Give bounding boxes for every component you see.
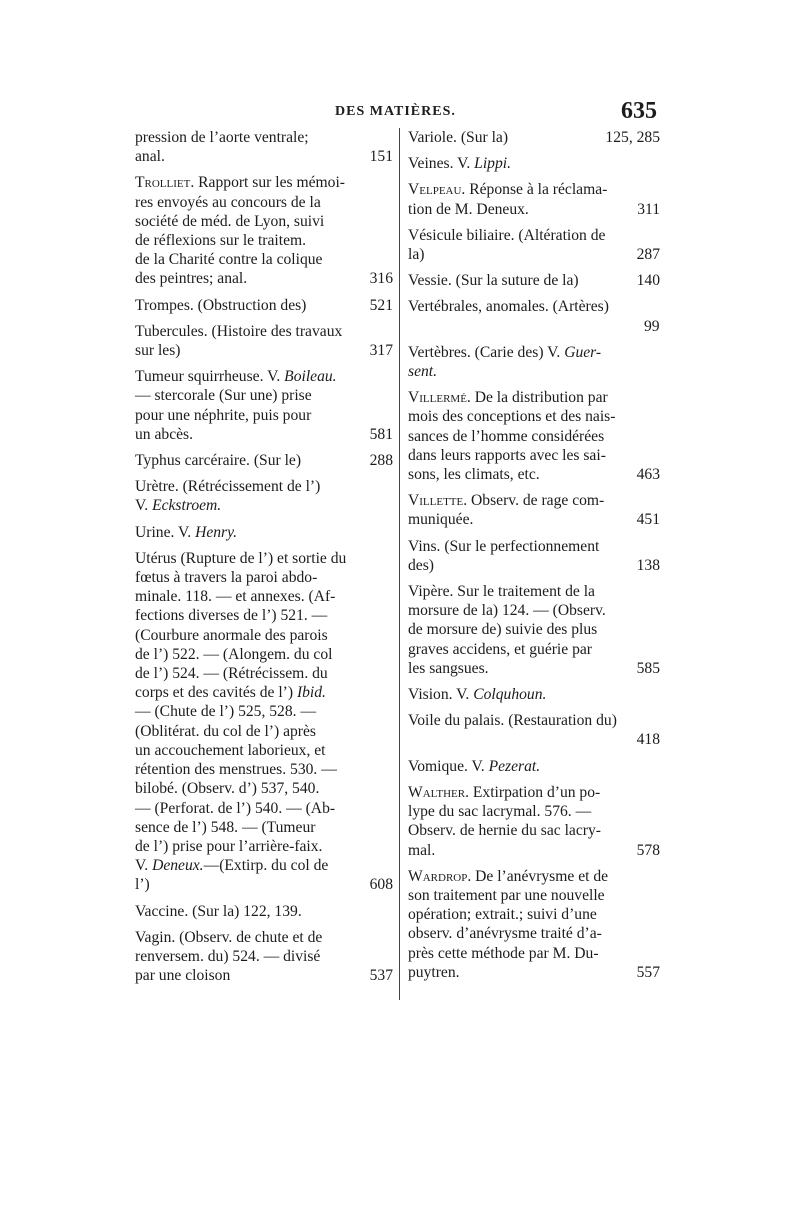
index-entry (408, 582, 660, 678)
entry-line (408, 297, 660, 316)
entry-text: (Courbure anormale des parois (135, 626, 328, 644)
author-name: Villette. (408, 492, 468, 510)
entry-line (408, 685, 660, 704)
entry-text: fections diverses de l’) 521. — (135, 607, 328, 625)
index-entry (408, 226, 660, 264)
entry-line (408, 841, 660, 860)
entry-text: des) (408, 556, 434, 574)
entry-line (135, 477, 393, 496)
entry-line: 99 (644, 317, 660, 335)
entry-line (408, 128, 660, 147)
author-name: Wardrop. (408, 867, 472, 885)
entry-text: Vision. V. (408, 686, 474, 704)
page-reference: 418 (636, 731, 660, 749)
page-reference: 125, 285 (605, 129, 660, 146)
author-name: Walther. (408, 783, 469, 801)
entry-line (408, 867, 660, 886)
entry-line (408, 556, 660, 575)
entry-text: de l’) 524. — (Rétrécissem. du (135, 665, 328, 683)
index-entry (135, 128, 393, 166)
entry-line (135, 837, 393, 856)
cross-reference: Pezerat. (488, 757, 541, 775)
entry-text: Trompes. (Obstruction des) (135, 296, 307, 314)
entry-text: V. (135, 857, 153, 875)
entry-line (408, 757, 660, 776)
entry-line (135, 664, 393, 683)
entry-line (408, 510, 660, 529)
entry-text: — (Perforat. de l’) 540. — (Ab- (135, 799, 336, 817)
page-reference: 317 (369, 342, 393, 360)
entry-line (408, 180, 660, 199)
entry-line (408, 640, 660, 659)
entry-text: Veines. V. (408, 155, 475, 173)
entry-line (135, 683, 393, 702)
cross-reference: Ibid. (296, 684, 326, 702)
entry-line (408, 886, 660, 905)
entry-text: Réponse à la réclama- (465, 181, 608, 199)
entry-text: de morsure de) suivie des plus (408, 621, 598, 639)
entry-text: sances de l’homme considérées (408, 427, 605, 445)
entry-text: renversem. du) 524. — divisé (135, 947, 321, 965)
page-reference: 557 (636, 963, 660, 981)
entry-text: Extirpation d’un po- (469, 783, 601, 801)
entry-text: de réflexions sur le traitem. (135, 232, 307, 250)
entry-text: Vipère. Sur le traitement de la (408, 583, 595, 601)
cross-reference: sent. (408, 363, 438, 381)
entry-line (135, 173, 393, 192)
entry-line (135, 799, 393, 818)
running-header (130, 98, 665, 128)
entry-text: un accouchement laborieux, et (135, 741, 326, 759)
index-entry (135, 296, 393, 315)
entry-line (135, 406, 393, 425)
entry-line (135, 606, 393, 625)
page-reference: 608 (369, 876, 393, 894)
page-reference: 581 (369, 425, 393, 443)
page-reference: 138 (636, 556, 660, 574)
index-entry (408, 685, 660, 704)
entry-line (135, 928, 393, 947)
index-entry (408, 783, 660, 860)
entry-text: Vaccine. (Sur la) 122, 139. (135, 902, 302, 920)
header-title: DES MATIÈRES. (335, 104, 456, 119)
page-reference: 316 (369, 270, 393, 288)
entry-text: Vertèbres. (Carie des) V. (408, 343, 565, 361)
cross-reference: Guer- (564, 343, 602, 361)
left-column (135, 128, 393, 992)
index-entry (135, 928, 393, 986)
page-reference: 521 (369, 296, 393, 314)
entry-line (135, 902, 393, 921)
cross-reference: Lippi. (474, 155, 511, 173)
entry-text: rétention des menstrues. 530. — (135, 761, 337, 779)
entry-line (135, 250, 393, 269)
entry-line (135, 322, 393, 341)
page-number: 635 (621, 98, 657, 124)
entry-line (408, 491, 660, 510)
entry-text: sur les) (135, 342, 181, 360)
index-entry (135, 367, 393, 444)
entry-line (408, 388, 660, 407)
page-reference: 537 (369, 967, 393, 985)
entry-text: (Oblitérat. du col de l’) après (135, 722, 316, 740)
page-reference: 140 (636, 272, 660, 290)
entry-line (408, 905, 660, 924)
index-entry (408, 343, 660, 381)
entry-line (135, 147, 393, 166)
entry-line (135, 626, 393, 645)
entry-text: des peintres; anal. (135, 270, 248, 288)
entry-line (135, 702, 393, 721)
page-reference: 578 (636, 841, 660, 859)
entry-text: par une cloison (135, 967, 231, 985)
entry-text: mois des conceptions et des nais- (408, 408, 616, 426)
entry-line (135, 386, 393, 405)
entry-line (408, 154, 660, 173)
index-entry (408, 180, 660, 218)
index-entry (408, 297, 660, 335)
entry-text: anal. (135, 148, 165, 166)
entry-line (135, 587, 393, 606)
entry-line (408, 245, 660, 264)
entry-line (135, 367, 393, 386)
entry-line (135, 722, 393, 741)
entry-text: Variole. (Sur la) (408, 129, 509, 146)
entry-line (135, 193, 393, 212)
entry-text: fœtus à travers la paroi abdo- (135, 569, 318, 587)
entry-text: graves accidens, et guérie par (408, 640, 592, 658)
entry-line (135, 341, 393, 360)
entry-text: Vessie. (Sur la suture de la) (408, 272, 579, 290)
entry-text: Vagin. (Observ. de chute et de (135, 928, 323, 946)
entry-text: — (Chute de l’) 525, 528. — (135, 703, 317, 721)
entry-text: mal. (408, 841, 436, 859)
entry-text: —(Extirp. du col de (203, 857, 329, 875)
entry-text: sons, les climats, etc. (408, 466, 540, 484)
entry-line (408, 963, 660, 982)
entry-line (135, 425, 393, 444)
entry-text: De l’anévrysme et de (471, 867, 609, 885)
entry-line (408, 821, 660, 840)
author-name: Trolliet. (135, 174, 195, 192)
index-entry (408, 711, 660, 749)
entry-line (408, 200, 660, 219)
entry-text: corps et des cavités de l’) (135, 684, 297, 702)
entry-line (408, 582, 660, 601)
entry-text: puytren. (408, 963, 460, 981)
index-entry (135, 523, 393, 542)
entry-line (408, 407, 660, 426)
entry-text: son traitement par une nouvelle (408, 886, 605, 904)
entry-line (135, 231, 393, 250)
entry-text: lype du sac lacrymal. 576. — (408, 803, 592, 821)
entry-line (408, 802, 660, 821)
entry-text: minale. 118. — et annexes. (Af- (135, 588, 336, 606)
entry-line (135, 875, 393, 894)
entry-line (135, 523, 393, 542)
entry-text: Voile du palais. (Restauration du) (408, 712, 617, 730)
index-entry (408, 757, 660, 776)
entry-text: Urine. V. (135, 523, 196, 541)
entry-line (135, 741, 393, 760)
entry-line (408, 944, 660, 963)
entry-line (408, 446, 660, 465)
entry-text: V. (135, 497, 153, 515)
entry-text: bilobé. (Observ. d’) 537, 540. (135, 780, 320, 798)
entry-text: morsure de la) 124. — (Observ. (408, 602, 606, 620)
entry-text: — stercorale (Sur une) prise (135, 387, 312, 405)
entry-line (135, 568, 393, 587)
entry-text: Vomique. V. (408, 757, 489, 775)
entry-text: de la Charité contre la colique (135, 251, 323, 269)
entry-line (135, 549, 393, 568)
entry-text: Tubercules. (Histoire des travaux (135, 322, 343, 340)
entry-text: Rapport sur les mémoi- (194, 174, 345, 192)
entry-text: pour une néphrite, puis pour (135, 406, 312, 424)
entry-line (135, 947, 393, 966)
entry-line (135, 212, 393, 231)
page-reference: 585 (636, 659, 660, 677)
entry-text: Tumeur squirrheuse. V. (135, 368, 285, 386)
cross-reference: Henry. (195, 523, 238, 541)
index-entry (408, 867, 660, 982)
entry-line (135, 128, 393, 147)
index-entry (408, 491, 660, 529)
index-entry (135, 549, 393, 895)
entry-line (408, 271, 660, 290)
entry-text: Vins. (Sur le perfectionnement (408, 537, 600, 555)
index-entry (408, 388, 660, 484)
entry-line (408, 465, 660, 484)
entry-text: pression de l’aorte ventrale; (135, 129, 309, 146)
entry-line (135, 645, 393, 664)
entry-line (408, 601, 660, 620)
entry-text: muniquée. (408, 511, 474, 529)
cross-reference: Colquhoun. (473, 686, 547, 704)
cross-reference: Deneux. (152, 857, 204, 875)
entry-text: Vertébrales, anomales. (Artères) (408, 298, 609, 316)
index-entry (135, 451, 393, 470)
entry-text: dans leurs rapports avec les sai- (408, 446, 606, 464)
index-entry (408, 537, 660, 575)
entry-line (408, 343, 660, 362)
entry-line (408, 226, 660, 245)
entry-line (135, 818, 393, 837)
entry-text: Utérus (Rupture de l’) et sortie du (135, 549, 347, 567)
entry-text: un abcès. (135, 425, 194, 443)
entry-line (135, 496, 393, 515)
entry-text: les sangsues. (408, 659, 489, 677)
entry-text: sence de l’) 548. — (Tumeur (135, 818, 316, 836)
entry-text: opération; extrait.; suivi d’une (408, 906, 597, 924)
entry-line (135, 966, 393, 985)
entry-text: Urètre. (Rétrécissement de l’) (135, 478, 321, 496)
page-reference: 151 (369, 148, 393, 166)
entry-line (408, 659, 660, 678)
page-reference: 451 (636, 511, 660, 529)
entry-line (408, 537, 660, 556)
index-entry (135, 322, 393, 360)
entry-line (135, 856, 393, 875)
index-entry (408, 128, 660, 147)
entry-text: la) (408, 246, 425, 264)
author-name: Villermé. (408, 389, 471, 407)
entry-text: De la distribution par (470, 389, 608, 407)
page-reference: 287 (636, 246, 660, 264)
entry-text: l’) (135, 876, 150, 894)
entry-line (408, 924, 660, 943)
entry-line (135, 269, 393, 288)
entry-line (408, 783, 660, 802)
page-reference: 288 (369, 452, 393, 470)
entry-text: de l’) 522. — (Alongem. du col (135, 645, 333, 663)
entry-line (408, 362, 660, 381)
author-name: Velpeau. (408, 181, 466, 199)
entry-text: société de méd. de Lyon, suivi (135, 212, 325, 230)
entry-text: Observ. de hernie du sac lacry- (408, 822, 601, 840)
entry-line (424, 730, 660, 749)
entry-line (135, 779, 393, 798)
entry-text: près cette méthode par M. Du- (408, 944, 599, 962)
index-entry (135, 477, 393, 515)
entry-text: observ. d’anévrysme traité d’a- (408, 925, 602, 943)
entry-text: res envoyés au concours de la (135, 193, 321, 211)
cross-reference: Boileau. (284, 368, 337, 386)
index-entry (408, 271, 660, 290)
entry-line (408, 711, 660, 730)
entry-line (408, 427, 660, 446)
page-reference: 311 (637, 200, 660, 218)
entry-line (135, 451, 393, 470)
entry-line (135, 296, 393, 315)
entry-text: Vésicule biliaire. (Altération de (408, 226, 606, 244)
column-divider (399, 128, 400, 1000)
entry-text: tion de M. Deneux. (408, 200, 529, 218)
entry-text: Typhus carcéraire. (Sur le) (135, 452, 302, 470)
cross-reference: Eckstroem. (152, 497, 222, 515)
entry-text: de l’) prise pour l’arrière-faix. (135, 837, 323, 855)
entry-line (408, 620, 660, 639)
index-entry (135, 173, 393, 288)
index-entry (408, 154, 660, 173)
right-column (408, 128, 660, 989)
index-entry (135, 902, 393, 921)
entry-line (135, 760, 393, 779)
page-reference: 463 (636, 466, 660, 484)
entry-text: Observ. de rage com- (467, 492, 605, 510)
